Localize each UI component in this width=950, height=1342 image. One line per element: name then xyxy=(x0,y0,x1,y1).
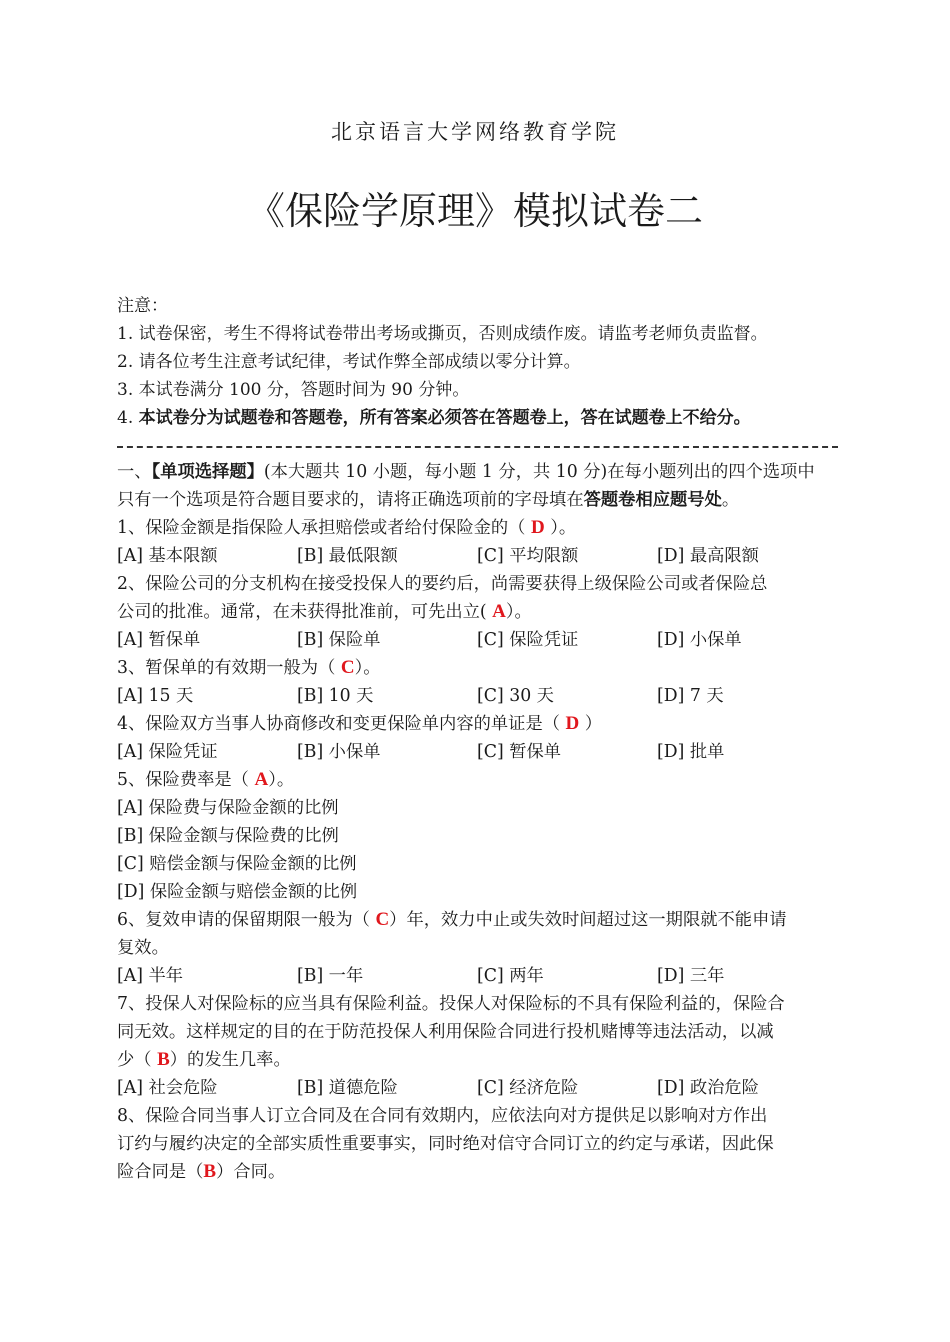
question-8-stem-line-3 xyxy=(117,1158,837,1186)
question-8-stem-line-1: 8、保险合同当事人订立合同及在合同有效期内，应依法向对方提供足以影响对方作出 xyxy=(117,1106,768,1126)
option-b: [B] 小保单 xyxy=(297,742,381,762)
note-item-4 xyxy=(117,404,847,432)
question-1-stem xyxy=(117,514,837,542)
question-6-stem-line-2: 复效。 xyxy=(117,938,169,958)
option-c: [C] 保险凭证 xyxy=(477,630,579,650)
question-3-stem-end: ）。 xyxy=(354,658,381,678)
option-a: [A] 基本限额 xyxy=(117,546,218,566)
notes-section xyxy=(117,292,847,432)
section-prefix: 一、 xyxy=(117,462,152,482)
option-d: [D] 政治危险 xyxy=(657,1078,759,1098)
question-3-options xyxy=(117,682,837,710)
question-5-stem xyxy=(117,766,837,794)
question-4-stem-end: ） xyxy=(579,714,603,734)
section-desc-bold: 答题卷相应题号处 xyxy=(583,490,722,510)
question-2-stem-line-1: 2、保险公司的分支机构在接受投保人的要约后，尚需要获得上级保险公司或者保险总 xyxy=(117,574,768,594)
section-desc-2: 只有一个选项是符合题目要求的，请将正确选项前的字母填在 xyxy=(117,490,584,510)
question-8-stem-text: 险合同是（ xyxy=(117,1162,204,1182)
question-2-stem-line-2 xyxy=(117,598,837,626)
question-8-stem-end: ）合同。 xyxy=(216,1162,286,1182)
question-7-stem-line-3 xyxy=(117,1046,837,1074)
option-a: [A] 暂保单 xyxy=(117,630,201,650)
section-instructions-line-2 xyxy=(117,486,837,514)
option-d: [D] 最高限额 xyxy=(657,546,759,566)
option-a: [A] 保险费与保险金额的比例 xyxy=(117,798,339,818)
note-item-2: 2. 请各位考生注意考试纪律，考试作弊全部成绩以零分计算。 xyxy=(117,352,581,372)
question-7-stem-end: ）的发生几率。 xyxy=(169,1050,291,1070)
question-3-answer: C xyxy=(340,657,355,678)
question-3-stem xyxy=(117,654,837,682)
option-c: [C] 平均限额 xyxy=(477,546,579,566)
option-c: [C] 两年 xyxy=(477,966,544,986)
question-1-stem-end: ）。 xyxy=(544,518,577,538)
exam-title: 《保险学原理》模拟试卷二 xyxy=(246,189,703,233)
question-4-stem-text: 4、保险双方当事人协商修改和变更保险单内容的单证是（ xyxy=(117,714,566,734)
question-6-answer: C xyxy=(375,909,390,930)
question-2-answer: A xyxy=(492,601,506,622)
question-6-stem-text: 6、复效申请的保留期限一般为（ xyxy=(117,910,376,930)
question-4-answer: D xyxy=(565,713,580,734)
option-c: [C] 赔偿金额与保险金额的比例 xyxy=(117,854,357,874)
section-title: 【单项选择题】 xyxy=(151,462,264,482)
dashed-divider xyxy=(117,446,838,448)
option-a: [A] 半年 xyxy=(117,966,184,986)
question-8-stem-line-2: 订约与履约决定的全部实质性重要事实，同时绝对信守合同订立的约定与承诺，因此保 xyxy=(117,1134,774,1154)
option-b: [B] 一年 xyxy=(297,966,364,986)
question-4-stem xyxy=(117,710,837,738)
option-a: [A] 15 天 xyxy=(117,686,194,706)
question-7-answer: B xyxy=(157,1049,170,1070)
option-d: [D] 7 天 xyxy=(657,686,724,706)
question-2-options xyxy=(117,626,837,654)
option-b: [B] 道德危险 xyxy=(297,1078,398,1098)
section-desc-end: 。 xyxy=(721,490,740,510)
option-b: [B] 保险金额与保险费的比例 xyxy=(117,826,339,846)
note-item-4-number: 4. xyxy=(117,408,139,428)
note-item-3: 3. 本试卷满分 100 分，答题时间为 90 分钟。 xyxy=(117,380,470,400)
question-5-stem-text: 5、保险费率是（ xyxy=(117,770,255,790)
section-instructions-line-1 xyxy=(117,458,837,486)
question-1-options xyxy=(117,542,837,570)
option-b: [B] 最低限额 xyxy=(297,546,398,566)
question-7-stem-text: 少（ xyxy=(117,1050,158,1070)
option-d: [D] 批单 xyxy=(657,742,725,762)
question-8-answer: B xyxy=(203,1161,217,1182)
question-6-stem-end: ）年，效力中止或失效时间超过这一期限就不能申请 xyxy=(389,910,787,930)
question-5-stem-end: ）。 xyxy=(268,770,295,790)
option-c: [C] 经济危险 xyxy=(477,1078,579,1098)
question-7-stem-line-1: 7、投保人对保险标的应当具有保险利益。投保人对保险标的不具有保险利益的，保险合 xyxy=(117,994,785,1014)
question-2-stem-text: 公司的批准。通常，在未获得批准前，可先出立( xyxy=(117,602,493,622)
question-7-options xyxy=(117,1074,837,1102)
option-a: [A] 社会危险 xyxy=(117,1078,218,1098)
institution-name: 北京语言大学网络教育学院 xyxy=(331,120,619,144)
question-2-stem-end: ）。 xyxy=(505,602,532,622)
section-desc-1: (本大题共 10 小题，每小题 1 分，共 10 分)在每小题列出的四个选项中 xyxy=(263,462,815,482)
question-5-answer: A xyxy=(254,769,269,790)
option-d: [D] 三年 xyxy=(657,966,725,986)
question-3-stem-text: 3、暂保单的有效期一般为（ xyxy=(117,658,341,678)
question-1-answer: D xyxy=(530,517,545,538)
question-6-stem-line-1 xyxy=(117,906,837,934)
option-b: [B] 保险单 xyxy=(297,630,381,650)
question-7-stem-line-2: 同无效。这样规定的目的在于防范投保人利用保险合同进行投机赌博等违法活动，以减 xyxy=(117,1022,774,1042)
option-c: [C] 暂保单 xyxy=(477,742,562,762)
question-1-stem-text: 1、保险金额是指保险人承担赔偿或者给付保险金的（ xyxy=(117,518,531,538)
note-item-1: 1. 试卷保密，考生不得将试卷带出考场或撕页，否则成绩作废。请监考老师负责监督。 xyxy=(117,324,768,344)
option-a: [A] 保险凭证 xyxy=(117,742,218,762)
option-d: [D] 小保单 xyxy=(657,630,742,650)
option-d: [D] 保险金额与赔偿金额的比例 xyxy=(117,882,358,902)
note-item-4-text: 本试卷分为试题卷和答题卷，所有答案必须答在答题卷上，答在试题卷上不给分。 xyxy=(138,408,751,428)
option-c: [C] 30 天 xyxy=(477,686,554,706)
option-b: [B] 10 天 xyxy=(297,686,374,706)
question-4-options xyxy=(117,738,837,766)
questions-section xyxy=(117,458,837,1186)
notes-heading: 注意： xyxy=(117,296,168,316)
question-6-options xyxy=(117,962,837,990)
